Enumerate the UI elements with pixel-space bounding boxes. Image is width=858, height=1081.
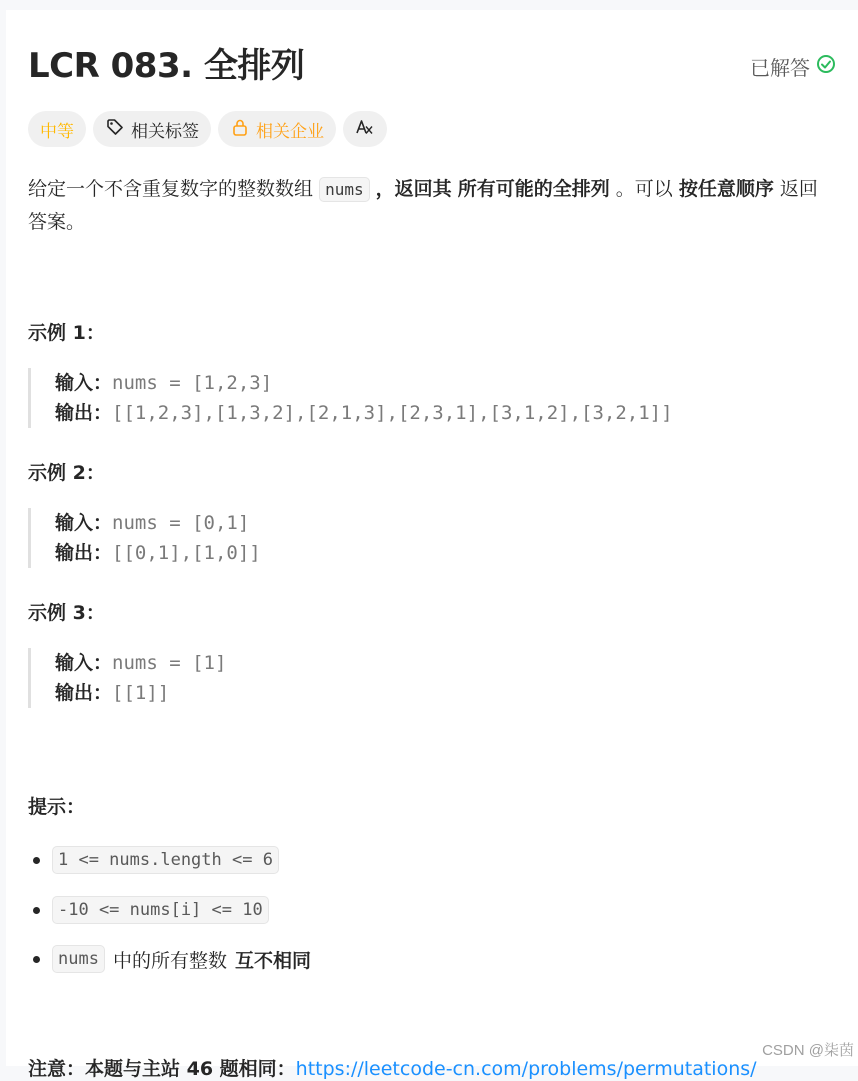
related-tags-label: 相关标签 xyxy=(131,121,199,142)
desc-text: 给定一个不含重复数字的整数数组 xyxy=(28,178,314,200)
inline-code: nums xyxy=(319,177,370,202)
desc-text: 返回答案。 xyxy=(28,178,818,233)
bullet-dot xyxy=(33,956,40,963)
problem-description xyxy=(28,173,834,238)
hint-text: 中的所有整数 xyxy=(112,949,227,972)
lock-icon xyxy=(230,117,250,142)
difficulty-label: 中等 xyxy=(40,121,74,142)
hint-code: -10 <= nums[i] <= 10 xyxy=(52,896,269,924)
tag-bar xyxy=(28,111,387,147)
output-value: [[0,1],[1,0]] xyxy=(112,542,261,564)
problem-title: LCR 083. 全排列 xyxy=(28,46,305,86)
translate-button[interactable] xyxy=(343,111,387,147)
input-label: 输入： xyxy=(55,652,113,674)
problem-panel xyxy=(6,10,858,1080)
output-label: 输出： xyxy=(55,682,113,704)
example-1-title: 示例 1： xyxy=(28,322,105,344)
watermark: CSDN @柒茵 xyxy=(762,1042,854,1059)
note-line xyxy=(28,1054,757,1081)
related-companies-label: 相关企业 xyxy=(256,121,324,142)
solved-label: 已解答 xyxy=(750,56,810,80)
related-tags-button[interactable] xyxy=(93,111,211,147)
hint-emphasis: 互不相同 xyxy=(234,949,311,972)
desc-text: ，返回其 xyxy=(375,178,452,200)
output-value: [[1,2,3],[1,3,2],[2,1,3],[2,3,1],[3,1,2],[3,2,1]] xyxy=(112,402,673,424)
hint-item xyxy=(28,896,269,924)
related-companies-button[interactable] xyxy=(218,111,336,147)
note-label: 注意：本题与主站 46 题相同： xyxy=(28,1058,296,1080)
difficulty-tag[interactable] xyxy=(28,111,86,147)
hints-title: 提示： xyxy=(28,796,86,818)
input-label: 输入： xyxy=(55,372,113,394)
hint-item xyxy=(28,846,279,874)
output-value: [[1]] xyxy=(112,682,170,704)
bullet-dot xyxy=(33,907,40,914)
input-value: nums = [1,2,3] xyxy=(112,372,273,394)
check-circle-icon xyxy=(816,54,836,79)
bullet-dot xyxy=(33,857,40,864)
example-3-block xyxy=(28,648,226,708)
desc-text: 。可以 xyxy=(615,178,673,200)
example-3-title: 示例 3： xyxy=(28,602,105,624)
hint-item xyxy=(28,945,311,973)
example-1-block xyxy=(28,368,673,428)
input-label: 输入： xyxy=(55,512,113,534)
solved-status xyxy=(750,52,836,81)
hint-code: 1 <= nums.length <= 6 xyxy=(52,846,279,874)
translate-icon xyxy=(355,117,375,142)
note-link[interactable]: https://leetcode-cn.com/problems/permutations/ xyxy=(295,1058,757,1080)
tag-icon xyxy=(105,117,125,142)
output-label: 输出： xyxy=(55,402,113,424)
title-row xyxy=(28,44,836,88)
desc-emphasis: 按任意顺序 xyxy=(678,178,774,200)
hint-code: nums xyxy=(52,945,105,973)
example-2-block xyxy=(28,508,261,568)
input-value: nums = [0,1] xyxy=(112,512,250,534)
desc-emphasis: 所有可能的全排列 xyxy=(457,178,610,200)
output-label: 输出： xyxy=(55,542,113,564)
input-value: nums = [1] xyxy=(112,652,227,674)
example-2-title: 示例 2： xyxy=(28,462,105,484)
